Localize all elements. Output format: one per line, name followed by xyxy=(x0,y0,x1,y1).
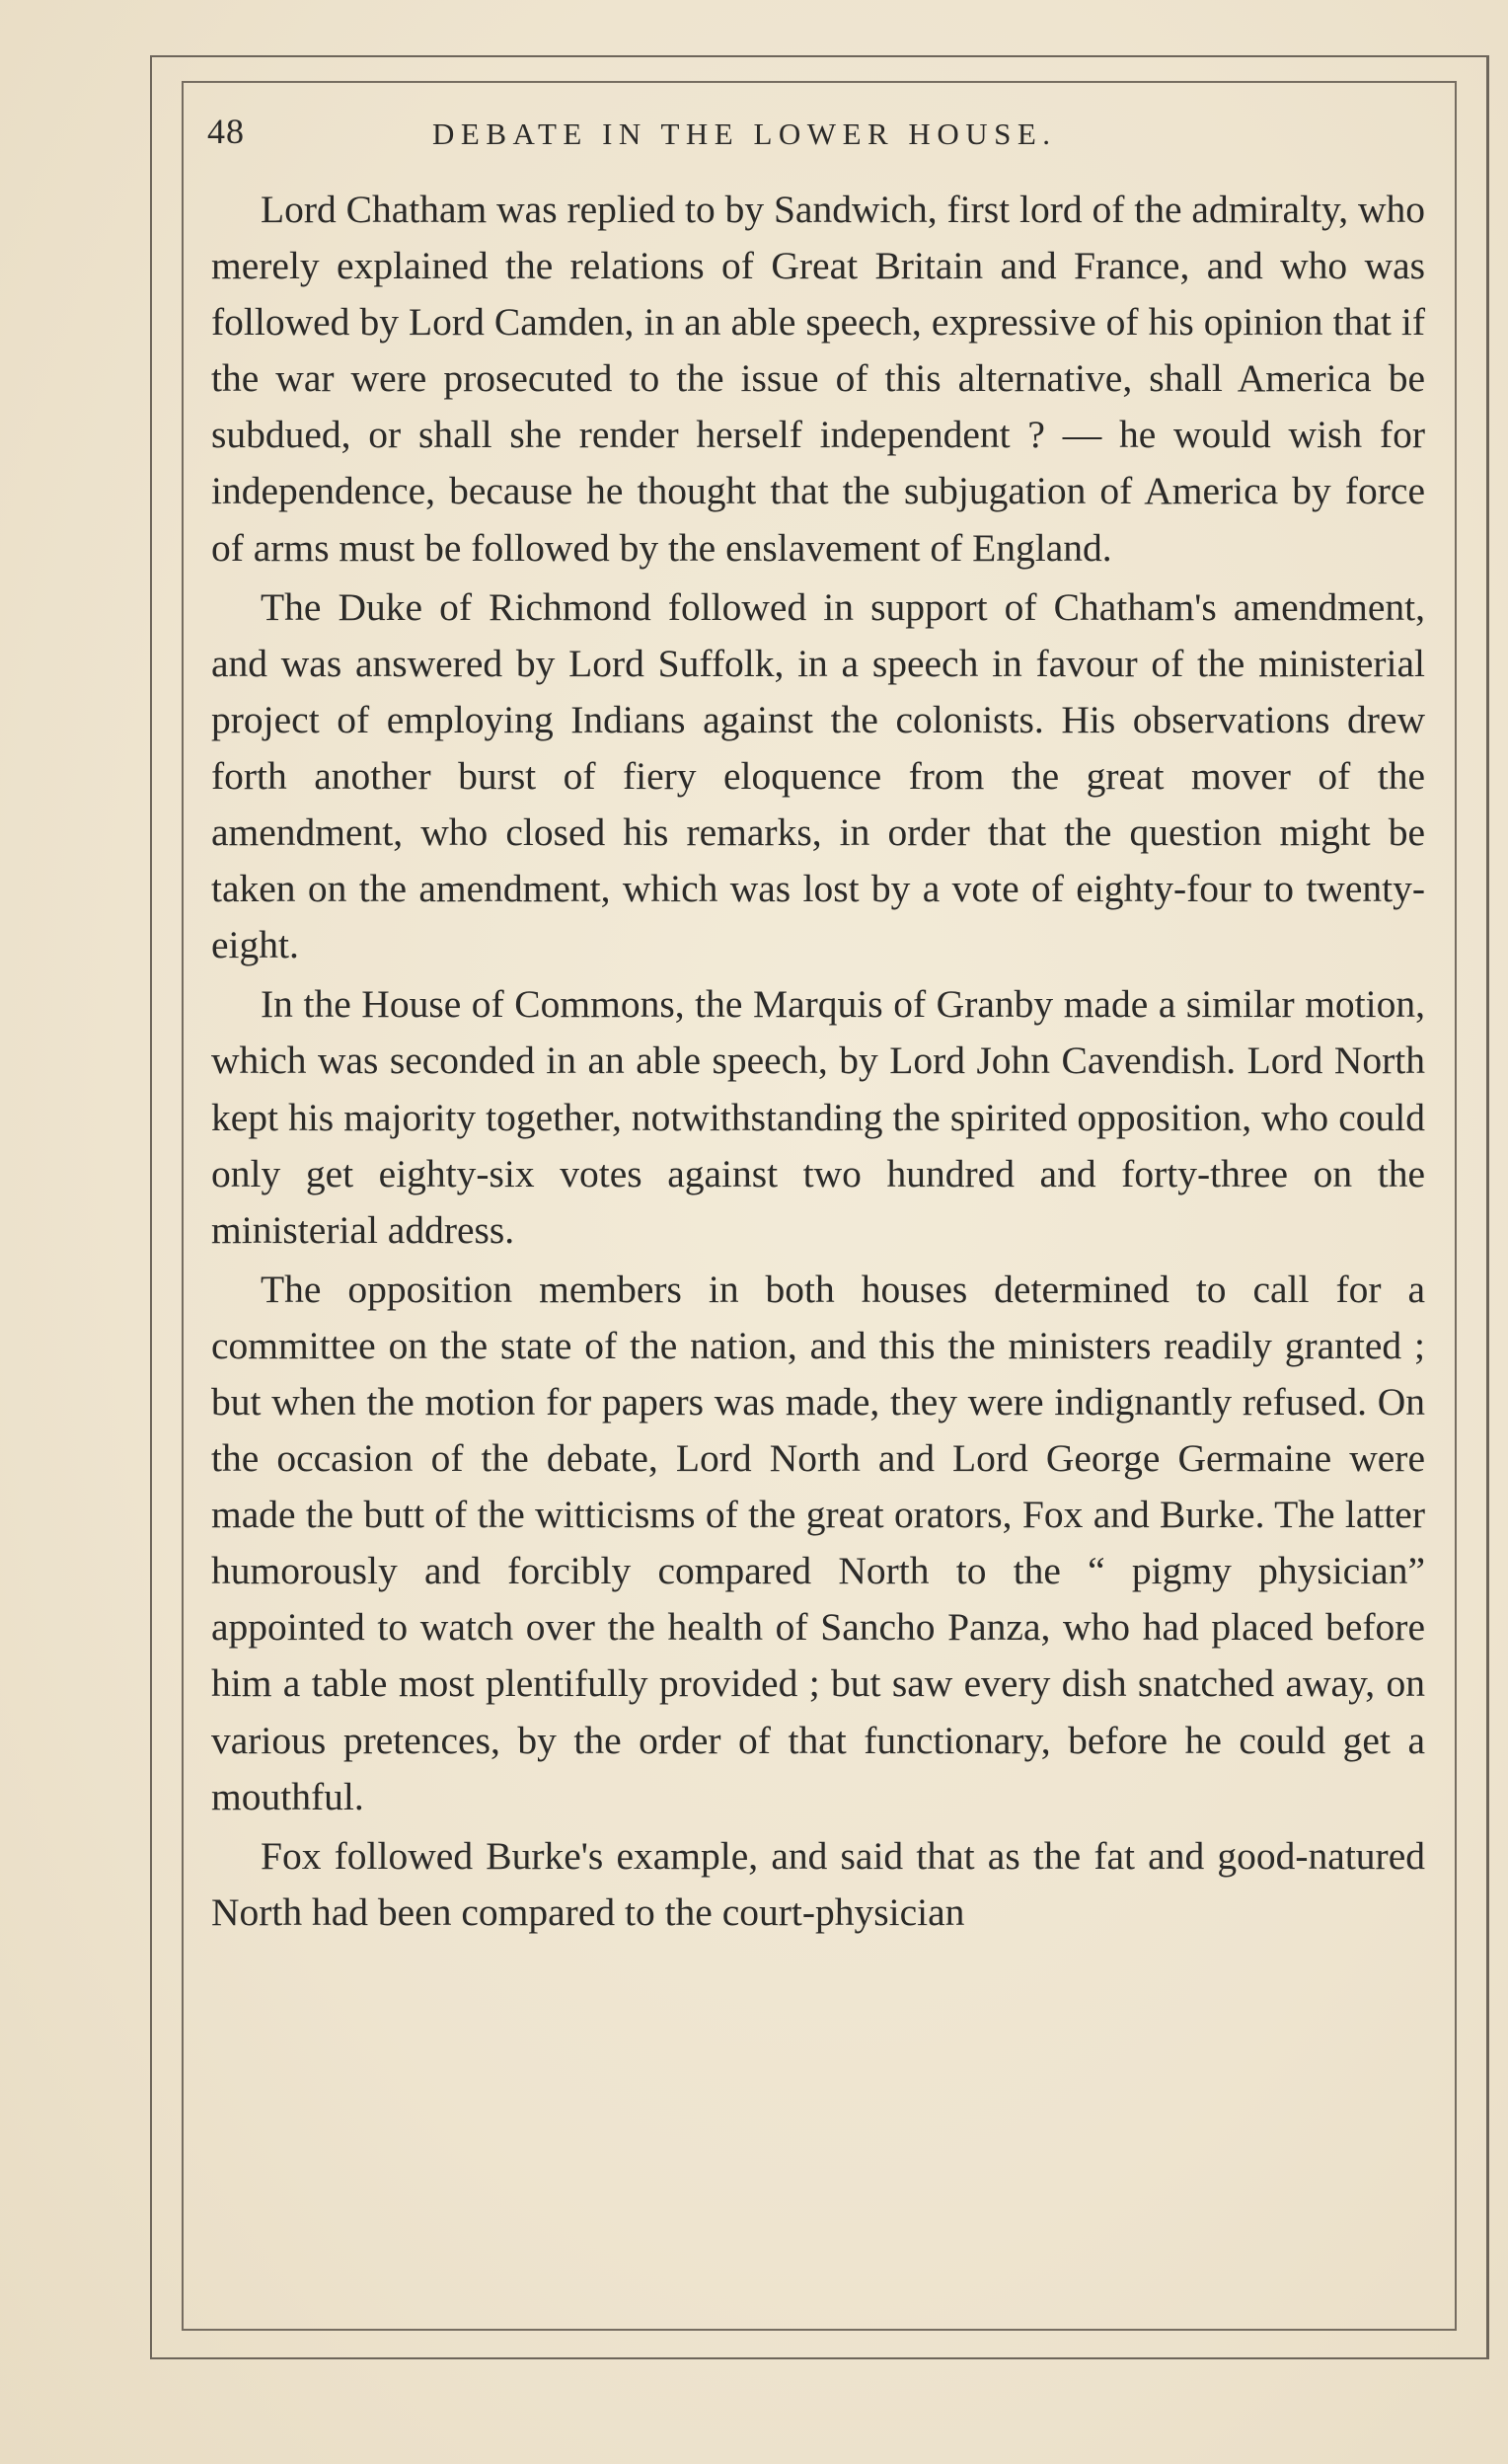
page-number: 48 xyxy=(207,112,245,151)
running-title: DEBATE IN THE LOWER HOUSE. xyxy=(432,116,1057,151)
running-head xyxy=(207,107,1431,162)
paragraph-1: Lord Chatham was replied to by Sandwich, first lord of the admiralty, who merely explained the relations of Great Britain and France, and who was followed by Lord Camden, in an able speech, expressive of his opinion that if the war were prosecuted to the issue of this alternative, shall America be subdued, or shall she render herself independent ? — he would wish for independence, because he thought that the subjugation of America by force of arms must be followed by the enslavement of England. xyxy=(211,188,1425,570)
paragraph-4: The opposition members in both houses determined to call for a committee on the state of the nation, and this the ministers readily granted ; but when the motion for papers was made, they were indignantly refused. On the occasion of the debate, Lord North and Lord George Germaine were made the butt of the witticisms of the great orators, Fox and Burke. The latter humorously and forcibly compared North to the “ pigmy physician” appointed to watch over the health of Sancho Panza, who had placed before him a table most plentifully provided ; but saw every dish snatched away, on various pretences, by the order of that functionary, before he could get a mouthful. xyxy=(211,1267,1425,1818)
body-text xyxy=(211,182,1425,1944)
paragraph-2: The Duke of Richmond followed in support of Chatham's amendment, and was answered by Lord Suffolk, in a speech in favour of the ministerial project of employing Indians against the colonists. His observations drew forth another burst of fiery eloquence from the great mover of the amendment, who closed his remarks, in order that the question might be taken on the amendment, which was lost by a vote of eighty-four to twenty-eight. xyxy=(211,584,1425,967)
paragraph-5: Fox followed Burke's example, and said that as the fat and good-natured North had been compared to the court-physician xyxy=(211,1833,1425,1934)
paragraph-3: In the House of Commons, the Marquis of Granby made a similar motion, which was seconded in an able speech, by Lord John Cavendish. Lord North kept his majority together, notwithstanding the spirited opposition, who could only get eighty-six votes against two hundred and forty-three on the ministerial address. xyxy=(211,982,1425,1252)
